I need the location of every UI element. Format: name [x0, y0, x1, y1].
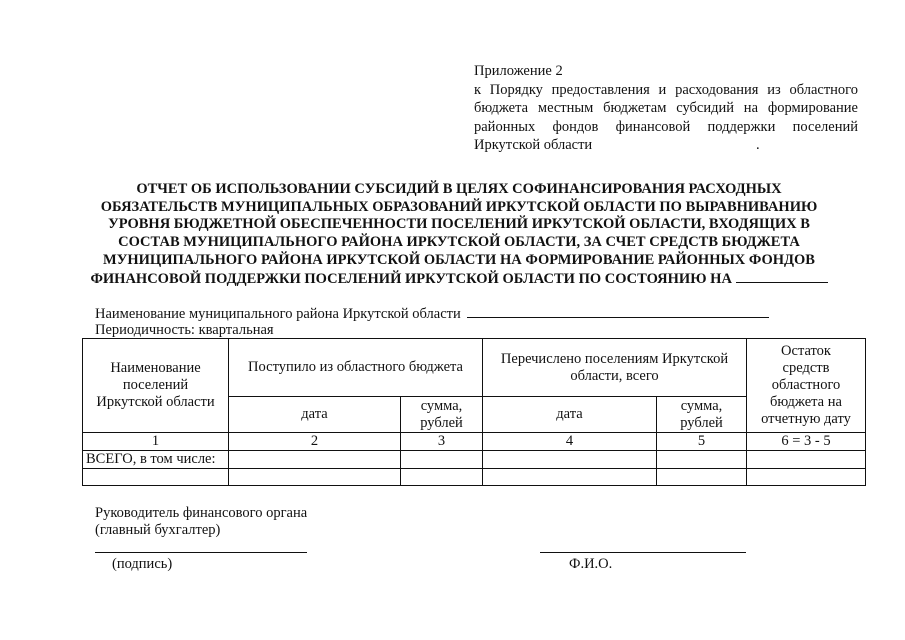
district-label: Наименование муниципального района Иркутской области — [95, 306, 461, 322]
table-cell — [747, 451, 866, 469]
column-number: 2 — [229, 433, 401, 451]
column-number: 5 — [657, 433, 747, 451]
periodicity: Периодичность: квартальная — [95, 322, 274, 338]
table-cell — [483, 469, 657, 486]
column-number: 1 — [83, 433, 229, 451]
appendix-line: Приложение 2 — [474, 63, 563, 79]
header-settlement: Наименование поселений Иркутской области — [83, 339, 229, 433]
signature-caption: (подпись) — [112, 556, 173, 572]
title-line: УРОВНЯ БЮДЖЕТНОЙ ОБЕСПЕЧЕННОСТИ ПОСЕЛЕНИЙ ИРКУТСКОЙ ОБЛАСТИ, ВХОДЯЩИХ В — [108, 216, 810, 233]
table-total-row — [83, 451, 866, 469]
title-line-last — [60, 270, 858, 289]
table-header-row — [83, 339, 866, 397]
subheader-received-date: дата — [229, 397, 401, 433]
appendix-line: к Порядку предоставления и расходования из областного — [474, 81, 858, 98]
appendix-line: районных фондов финансовой поддержки поселений — [474, 118, 858, 135]
report-table — [82, 338, 866, 486]
column-number: 4 — [483, 433, 657, 451]
title-line: ФИНАНСОВОЙ ПОДДЕРЖКИ ПОСЕЛЕНИЙ ИРКУТСКОЙ ОБЛАСТИ ПО СОСТОЯНИЮ НА — [90, 270, 732, 287]
header-transferred: Перечислено поселениям Иркутской области, всего — [483, 339, 747, 397]
table-row — [83, 469, 866, 486]
district-name-row — [95, 305, 769, 323]
signature-line — [95, 552, 307, 553]
title-line: СОСТАВ МУНИЦИПАЛЬНОГО РАЙОНА ИРКУТСКОЙ ОБЛАСТИ, ЗА СЧЕТ СРЕДСТВ БЮДЖЕТА — [118, 234, 800, 251]
signature-position-line1: Руководитель финансового органа — [95, 505, 308, 521]
table-cell — [229, 451, 401, 469]
table-cell — [229, 469, 401, 486]
subheader-received-sum: сумма, рублей — [401, 397, 483, 433]
appendix-line: Иркутской области — [474, 137, 593, 154]
appendix-trailing-dot: . — [756, 137, 760, 153]
table-cell — [747, 469, 866, 486]
name-line — [540, 552, 746, 553]
table-cell — [401, 469, 483, 486]
name-caption: Ф.И.О. — [569, 556, 613, 572]
table-cell — [83, 469, 229, 486]
table-cell — [401, 451, 483, 469]
header-remainder: Остаток средств областного бюджета на отчетную дату — [747, 339, 866, 433]
table-numbering-row — [83, 433, 866, 451]
column-number: 6 = 3 - 5 — [747, 433, 866, 451]
signature-position-line2: (главный бухгалтер) — [95, 522, 221, 538]
subheader-transferred-sum: сумма, рублей — [657, 397, 747, 433]
column-number: 3 — [401, 433, 483, 451]
title-line: ОБЯЗАТЕЛЬСТВ МУНИЦИПАЛЬНЫХ ОБРАЗОВАНИЙ ИРКУТСКОЙ ОБЛАСТИ ПО ВЫРАВНИВАНИЮ — [100, 198, 818, 215]
table-cell — [483, 451, 657, 469]
report-title — [60, 181, 858, 288]
title-line: ОТЧЕТ ОБ ИСПОЛЬЗОВАНИИ СУБСИДИЙ В ЦЕЛЯХ СОФИНАНСИРОВАНИЯ РАСХОДНЫХ — [136, 181, 782, 197]
title-line: МУНИЦИПАЛЬНОГО РАЙОНА ИРКУТСКОЙ ОБЛАСТИ НА ФОРМИРОВАНИЕ РАЙОННЫХ ФОНДОВ — [103, 251, 815, 268]
appendix-block — [474, 62, 858, 155]
appendix-line: бюджета местным бюджетам субсидий на формирование — [474, 100, 858, 117]
date-fill-line — [736, 270, 828, 283]
table-cell — [657, 451, 747, 469]
header-received: Поступило из областного бюджета — [229, 339, 483, 397]
table-cell — [657, 469, 747, 486]
total-label: ВСЕГО, в том числе: — [83, 451, 229, 469]
district-fill-line — [467, 305, 769, 318]
subheader-transferred-date: дата — [483, 397, 657, 433]
